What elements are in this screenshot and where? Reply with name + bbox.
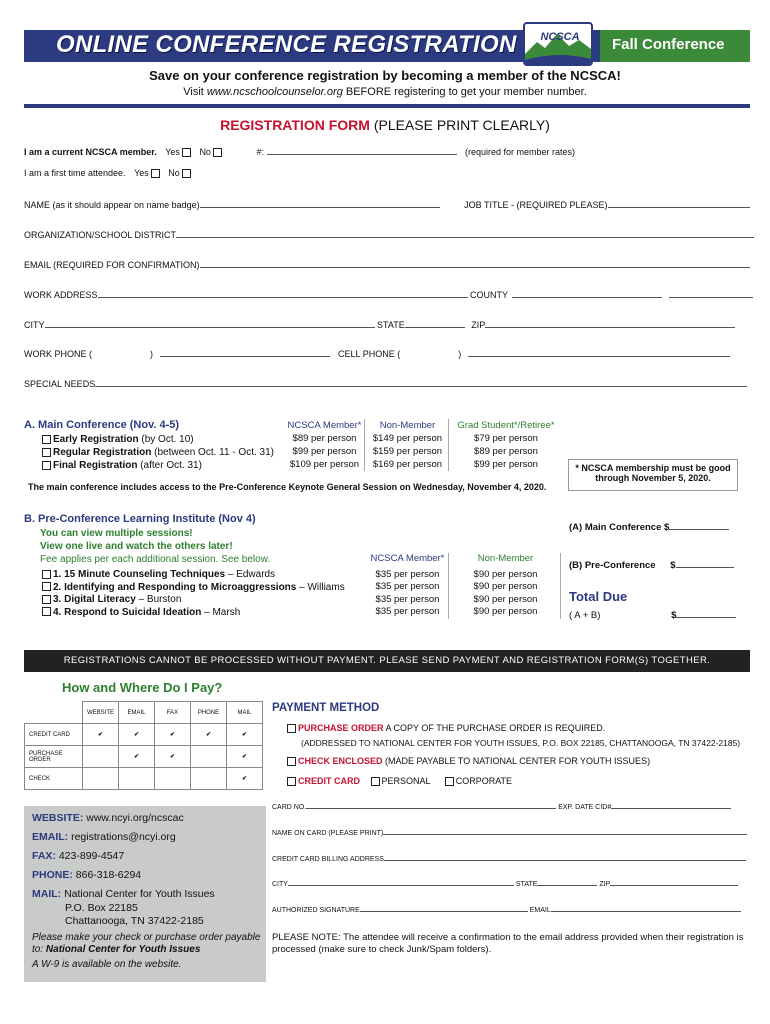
session-2-option[interactable]: 2. Identifying and Responding to Microaggressions – Williams bbox=[40, 582, 345, 595]
job-title-field[interactable] bbox=[608, 198, 750, 208]
section-a-title: A. Main Conference (Nov. 4-5) bbox=[24, 419, 180, 431]
check-icon: ✔ bbox=[191, 724, 227, 746]
check-icon: ✔ bbox=[83, 724, 119, 746]
email-field[interactable] bbox=[200, 258, 750, 268]
billing-city-row: CITY STATE ZIP bbox=[272, 876, 750, 888]
session-3-option[interactable]: 3. Digital Literacy – Burston bbox=[40, 594, 345, 607]
total-a-row: (A) Main Conference $ bbox=[569, 520, 729, 533]
billing-address-row: CREDIT CARD BILLING ADDRESS bbox=[272, 851, 750, 863]
check-option[interactable]: CHECK ENCLOSED (MADE PAYABLE TO NATIONAL CENTER FOR YOUTH ISSUES) bbox=[287, 756, 650, 766]
empty-cell bbox=[191, 746, 227, 768]
work-address-field[interactable] bbox=[98, 288, 468, 298]
contact-info: WEBSITE: www.ncyi.org/ncscac EMAIL: registrations@ncyi.org FAX: 423-899-4547 PHONE: 866-318-6294 MAIL: National Center for Youth Issues P.O. Box 22185 Chattanooga, TN 37422-2185 Please make your check or purchase order payable to: National Center for Youth Issues A W-9 is available on the website. bbox=[32, 812, 261, 970]
exp-cid-field[interactable] bbox=[611, 799, 731, 809]
check-icon: ✔ bbox=[119, 724, 155, 746]
name-field[interactable] bbox=[200, 198, 440, 208]
total-a-field[interactable] bbox=[669, 520, 729, 530]
session-4-option[interactable]: 4. Respond to Suicidal Ideation – Marsh bbox=[40, 607, 345, 620]
county-field[interactable] bbox=[512, 288, 662, 298]
empty-cell bbox=[83, 768, 119, 790]
membership-promo: Save on your conference registration by becoming a member of the NCSCA! bbox=[149, 68, 621, 83]
check-icon: ✔ bbox=[227, 746, 263, 768]
total-b-field[interactable] bbox=[676, 558, 734, 568]
main-conference-access-note: The main conference includes access to the Pre-Conference Keynote General Session on Wednesday, November 4, 2020. bbox=[28, 482, 547, 492]
registration-form-heading: REGISTRATION FORM (PLEASE PRINT CLEARLY) bbox=[220, 117, 550, 133]
section-b-member-col: NCSCA Member* $35 per person $35 per person $35 per person $35 per person bbox=[367, 553, 449, 619]
section-b-options bbox=[40, 569, 345, 619]
header-divider bbox=[24, 104, 750, 108]
section-a-options bbox=[40, 433, 274, 472]
signature-row: AUTHORIZED SIGNATURE EMAIL bbox=[272, 902, 750, 914]
table-row: PURCHASE ORDER ✔ ✔ ✔ bbox=[25, 746, 263, 768]
check-icon: ✔ bbox=[155, 746, 191, 768]
section-b-title: B. Pre-Conference Learning Institute (Nov 4) bbox=[24, 513, 256, 525]
billing-zip-field[interactable] bbox=[610, 876, 738, 886]
work-phone-field[interactable] bbox=[160, 347, 330, 357]
special-needs-row: SPECIAL NEEDS bbox=[24, 377, 750, 389]
name-row: NAME (as it should appear on name badge) JOB TITLE - (REQUIRED PLEASE) bbox=[24, 198, 750, 210]
early-registration-option[interactable]: Early Registration (by Oct. 10) bbox=[40, 433, 274, 446]
name-on-card-field[interactable] bbox=[383, 825, 747, 835]
first-time-no-checkbox[interactable] bbox=[182, 169, 191, 178]
empty-cell bbox=[191, 768, 227, 790]
payment-notice-banner: REGISTRATIONS CANNOT BE PROCESSED WITHOUT PAYMENT. PLEASE SEND PAYMENT AND REGISTRATION FORM(S) TOGETHER. bbox=[24, 650, 750, 672]
city-field[interactable] bbox=[45, 318, 375, 328]
special-needs-field[interactable] bbox=[95, 377, 747, 387]
city-row: CITY STATE ZIP bbox=[24, 318, 750, 330]
credit-card-option[interactable]: CREDIT CARD PERSONAL CORPORATE bbox=[287, 776, 512, 786]
check-icon: ✔ bbox=[227, 724, 263, 746]
address-row: WORK ADDRESS COUNTY bbox=[24, 288, 750, 300]
registration-email-link[interactable]: registrations@ncyi.org bbox=[68, 831, 176, 843]
corporate-card-checkbox[interactable] bbox=[445, 777, 454, 786]
ncsca-logo bbox=[523, 22, 593, 66]
billing-address-field[interactable] bbox=[384, 851, 746, 861]
member-row: I am a current NCSCA member. Yes No #: (required for member rates) bbox=[24, 147, 576, 157]
session-1-option[interactable]: 1. 15 Minute Counseling Techniques – Edwards bbox=[40, 569, 345, 582]
payment-options-table: WEBSITE EMAIL FAX PHONE MAIL CREDIT CARD ✔ ✔ ✔ ✔ ✔ PURCHASE ORDER ✔ ✔ ✔ CHECK ✔ bbox=[24, 701, 263, 790]
section-b-nonmember-col: Non-Member $90 per person $90 per person $90 per person $90 per person bbox=[451, 553, 561, 619]
member-yes-checkbox[interactable] bbox=[182, 148, 191, 157]
fall-conference-badge: Fall Conference bbox=[612, 36, 725, 53]
card-number-field[interactable] bbox=[306, 799, 556, 809]
zip-field[interactable] bbox=[485, 318, 735, 328]
personal-card-checkbox[interactable] bbox=[371, 777, 380, 786]
po-option[interactable]: PURCHASE ORDER A COPY OF THE PURCHASE ORDER IS REQUIRED. bbox=[287, 723, 605, 733]
org-row: ORGANIZATION/SCHOOL DISTRICT bbox=[24, 228, 750, 240]
state-field[interactable] bbox=[405, 318, 465, 328]
phone-row: WORK PHONE ( ) CELL PHONE ( ) bbox=[24, 347, 750, 359]
organization-field[interactable] bbox=[176, 228, 754, 238]
check-icon: ✔ bbox=[155, 724, 191, 746]
table-row: CREDIT CARD ✔ ✔ ✔ ✔ ✔ bbox=[25, 724, 263, 746]
total-due-label: Total Due bbox=[569, 589, 628, 604]
member-number-field[interactable] bbox=[267, 145, 457, 155]
email-row: EMAIL (REQUIRED FOR CONFIRMATION) bbox=[24, 258, 750, 270]
please-note: PLEASE NOTE: The attendee will receive a confirmation to the email address provided when their registration is processed (make sure to check Junk/Spam folders). bbox=[272, 932, 744, 955]
ncyi-website-link[interactable]: www.ncyi.org/ncscac bbox=[83, 812, 184, 824]
svg-text:NCSCA: NCSCA bbox=[540, 31, 580, 43]
section-a-nonmember-col: Non-Member $149 per person $159 per person $169 per person bbox=[367, 419, 449, 471]
how-where-pay-heading: How and Where Do I Pay? bbox=[62, 680, 223, 695]
billing-email-field[interactable] bbox=[551, 902, 741, 912]
section-a-grad-col: Grad Student*/Retiree* $79 per person $89 per person $99 per person bbox=[457, 420, 555, 470]
cell-phone-field[interactable] bbox=[468, 347, 730, 357]
po-address: (ADDRESSED TO NATIONAL CENTER FOR YOUTH ISSUES, P.O. BOX 22185, CHATTANOOGA, TN 37422-2185) bbox=[301, 738, 741, 748]
first-time-yes-checkbox[interactable] bbox=[151, 169, 160, 178]
final-registration-option[interactable]: Final Registration (after Oct. 31) bbox=[40, 459, 274, 472]
section-a-member-col: NCSCA Member* $89 per person $99 per person $109 per person bbox=[285, 419, 365, 471]
empty-cell bbox=[83, 746, 119, 768]
check-icon: ✔ bbox=[119, 746, 155, 768]
payment-method-heading: PAYMENT METHOD bbox=[272, 702, 380, 714]
membership-note: * NCSCA membership must be good through November 5, 2020. bbox=[568, 459, 738, 491]
name-on-card-row: NAME ON CARD (PLEASE PRINT) bbox=[272, 825, 750, 837]
empty-cell bbox=[119, 768, 155, 790]
ncsca-website-link[interactable]: www.ncschoolcounselor.org bbox=[206, 86, 343, 98]
table-row: CHECK ✔ bbox=[25, 768, 263, 790]
regular-registration-option[interactable]: Regular Registration (between Oct. 11 - Oct. 31) bbox=[40, 446, 274, 459]
card-number-row: CARD NO. EXP. DATE CID# bbox=[272, 799, 750, 811]
total-b-row: (B) Pre-Conference $ bbox=[569, 558, 734, 571]
page-title: ONLINE CONFERENCE REGISTRATION bbox=[56, 31, 517, 58]
first-time-row: I am a first time attendee. Yes No bbox=[24, 168, 193, 178]
member-no-checkbox[interactable] bbox=[213, 148, 222, 157]
billing-city-field[interactable] bbox=[288, 876, 514, 886]
empty-cell bbox=[155, 768, 191, 790]
check-icon: ✔ bbox=[227, 768, 263, 790]
total-due-field[interactable] bbox=[676, 608, 736, 618]
billing-state-field[interactable] bbox=[537, 876, 597, 886]
signature-field[interactable] bbox=[360, 902, 528, 912]
section-b-promo: You can view multiple sessions! View one live and watch the others later! Fee applies per each additional session. See below. bbox=[40, 528, 271, 565]
visit-line: Visit www.ncschoolcounselor.org BEFORE registering to get your member number. bbox=[183, 86, 587, 98]
total-due-row: ( A + B) $ bbox=[569, 608, 736, 621]
